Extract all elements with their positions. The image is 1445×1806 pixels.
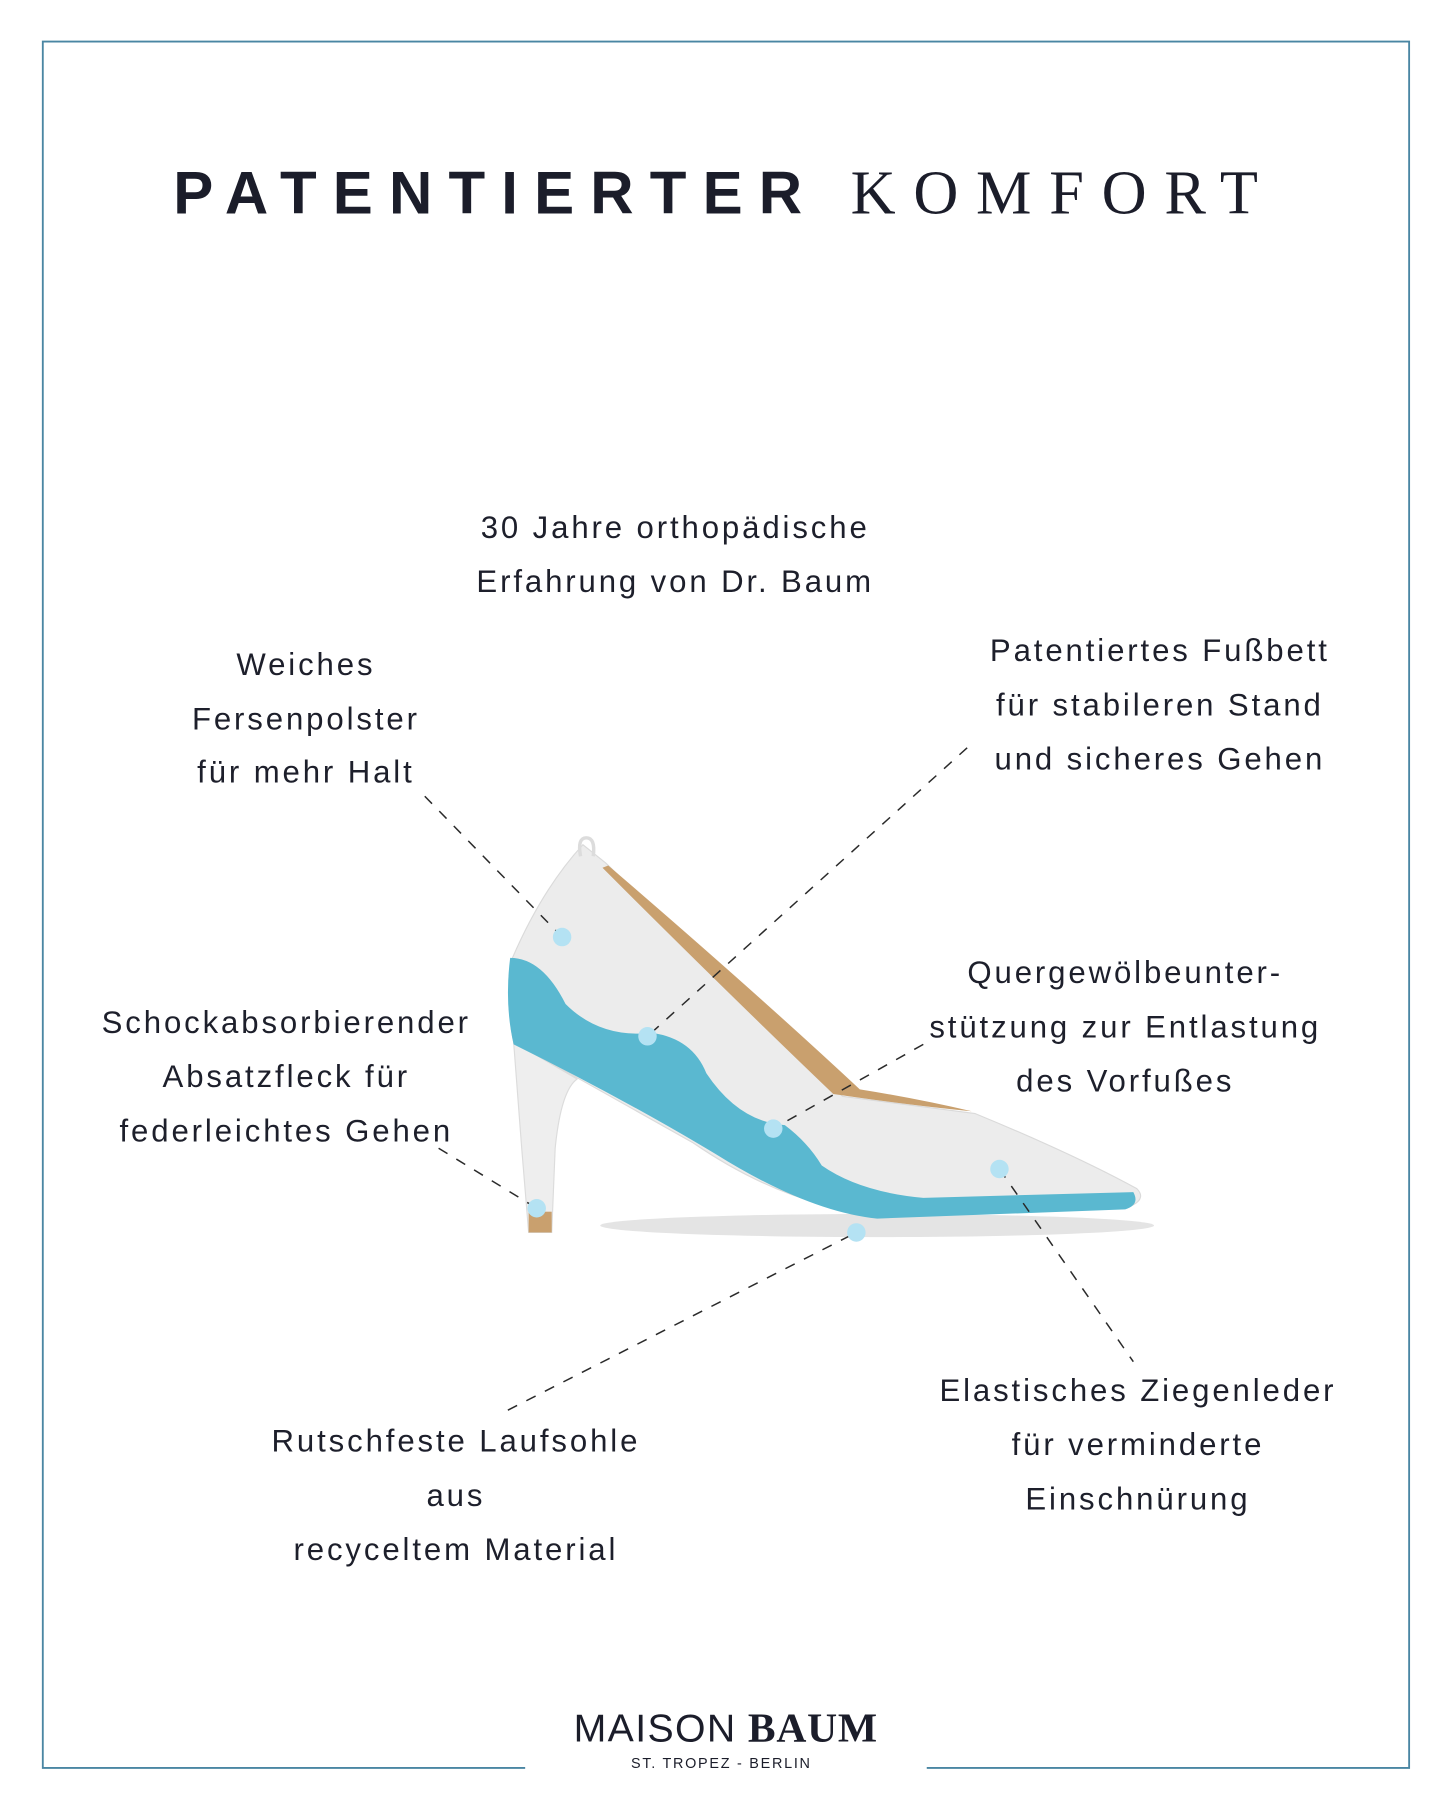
- hotspot-footbed: [638, 1027, 656, 1045]
- label-line: stützung zur Entlastung: [929, 1009, 1322, 1045]
- label-heel-tip: [102, 1005, 471, 1148]
- label-leather: [939, 1373, 1336, 1516]
- label-line: Schockabsorbierender: [101, 1004, 471, 1040]
- label-line: Rutschfeste Laufsohle: [271, 1423, 641, 1459]
- label-line: für mehr Halt: [197, 754, 415, 790]
- label-experience: [476, 510, 874, 599]
- label-line: des Vorfußes: [1016, 1063, 1235, 1099]
- hotspot-leather: [990, 1160, 1008, 1178]
- label-line: Weiches: [236, 647, 376, 683]
- label-line: Fersenpolster: [191, 701, 420, 737]
- callout-line-outsole: [508, 1232, 857, 1410]
- title-patentierter: PATENTIERTER: [173, 159, 803, 227]
- brand-tagline: ST. TROPEZ - BERLIN: [630, 1755, 812, 1772]
- hotspot-heel-tip: [527, 1199, 545, 1217]
- label-line: federleichtes Gehen: [119, 1113, 454, 1149]
- label-line: Absatzfleck für: [162, 1059, 411, 1095]
- title-komfort: KOMFORT: [850, 158, 1258, 228]
- label-heel-pad: [192, 647, 420, 789]
- brand-logo: [574, 1704, 878, 1772]
- hotspot-arch: [764, 1119, 782, 1137]
- label-line: aus: [426, 1477, 486, 1513]
- label-footbed: [990, 633, 1330, 776]
- hotspot-heel-pad: [553, 928, 571, 946]
- label-arch: [929, 955, 1321, 1098]
- label-line: 30 Jahre orthopädische: [480, 509, 870, 545]
- label-line: Quergewölbeunter-: [967, 955, 1284, 991]
- callout-line-heel-pad: [425, 796, 562, 937]
- hotspot-outsole: [847, 1223, 865, 1241]
- brand-name-bold: BAUM: [747, 1704, 878, 1751]
- label-line: und sicheres Gehen: [994, 741, 1326, 777]
- brand-name-light: MAISON: [573, 1706, 736, 1751]
- label-outsole: [272, 1424, 641, 1567]
- label-line: Erfahrung von Dr. Baum: [476, 563, 874, 599]
- label-line: für verminderte: [1011, 1427, 1265, 1463]
- label-line: Elastisches Ziegenleder: [939, 1372, 1337, 1408]
- label-line: Einschnürung: [1025, 1481, 1251, 1517]
- label-line: für stabileren Stand: [995, 687, 1324, 723]
- label-line: recyceltem Material: [293, 1532, 619, 1568]
- label-line: Patentiertes Fußbett: [989, 633, 1330, 669]
